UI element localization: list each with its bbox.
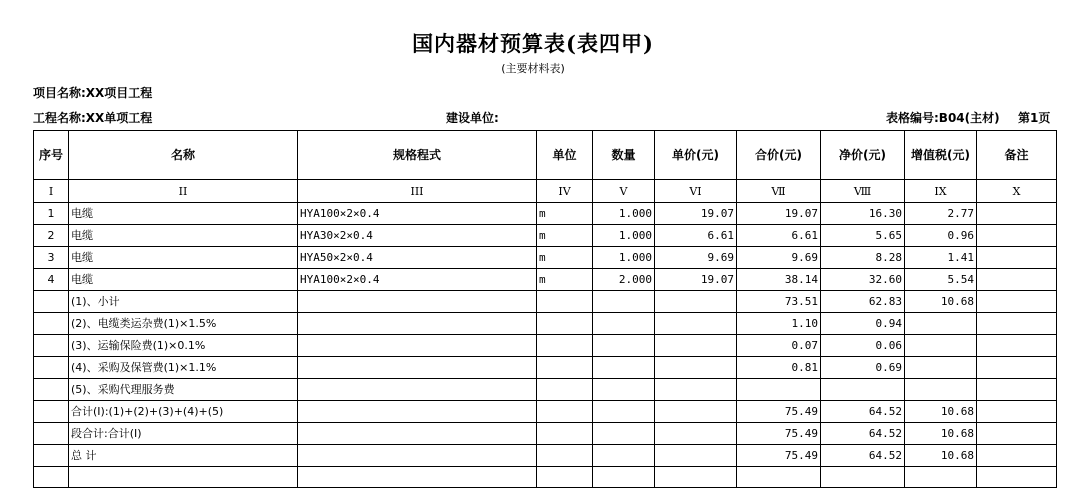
page-number: 第1页 [1018,111,1051,125]
row-number-cell [34,467,69,488]
unit-price-cell [655,313,737,335]
name-cell: 段合计:合计(I) [69,423,298,445]
total-price-cell: 1.10 [737,313,821,335]
budget-table [33,130,1057,488]
unit-cell [537,423,593,445]
spec-cell [298,445,537,467]
name-cell: (2)、电缆类运杂费(1)×1.5% [69,313,298,335]
row-number-cell [34,357,69,379]
table-row [34,445,1057,467]
unit-price-cell [655,423,737,445]
total-price-cell: 75.49 [737,423,821,445]
roman-cell: Ⅷ [821,180,905,203]
vat-cell: 1.41 [905,247,977,269]
table-row [34,379,1057,401]
spec-cell [298,423,537,445]
quantity-cell [593,423,655,445]
net-price-cell: 64.52 [821,423,905,445]
header-cell: 合价(元) [737,131,821,180]
header-cell: 备注 [977,131,1057,180]
total-price-cell: 0.07 [737,335,821,357]
vat-cell [905,335,977,357]
table-row [34,357,1057,379]
quantity-cell [593,379,655,401]
roman-cell: X [977,180,1057,203]
net-price-cell [821,379,905,401]
quantity-cell [593,357,655,379]
roman-cell: IX [905,180,977,203]
vat-cell [905,379,977,401]
name-cell: 电缆 [69,269,298,291]
total-price-cell: 73.51 [737,291,821,313]
header-row [34,131,1057,180]
spec-cell [298,335,537,357]
header-cell: 净价(元) [821,131,905,180]
roman-cell: Ⅶ [737,180,821,203]
roman-cell: III [298,180,537,203]
total-price-cell: 19.07 [737,203,821,225]
note-cell [977,401,1057,423]
total-price-cell: 75.49 [737,401,821,423]
note-cell [977,247,1057,269]
unit-price-cell: 19.07 [655,269,737,291]
vat-cell: 10.68 [905,401,977,423]
net-price-cell: 64.52 [821,401,905,423]
net-price-cell: 5.65 [821,225,905,247]
vat-cell [905,357,977,379]
name-cell: (1)、小计 [69,291,298,313]
note-cell [977,467,1057,488]
spec-cell [298,467,537,488]
unit-cell [537,357,593,379]
net-price-cell: 32.60 [821,269,905,291]
name-cell: 电缆 [69,203,298,225]
roman-cell: V [593,180,655,203]
quantity-cell: 1.000 [593,247,655,269]
unit-cell [537,379,593,401]
project-name: 项目名称:XX项目工程 [33,86,153,100]
table-body [34,203,1057,488]
name-cell: 电缆 [69,247,298,269]
quantity-cell [593,401,655,423]
name-cell: 合计(I):(1)+(2)+(3)+(4)+(5) [69,401,298,423]
note-cell [977,225,1057,247]
net-price-cell: 0.94 [821,313,905,335]
table-row [34,291,1057,313]
total-price-cell [737,379,821,401]
vat-cell: 2.77 [905,203,977,225]
unit-price-cell [655,445,737,467]
vat-cell: 5.54 [905,269,977,291]
net-price-cell [821,467,905,488]
name-cell: 总 计 [69,445,298,467]
name-cell: (5)、采购代理服务费 [69,379,298,401]
unit-cell: m [537,269,593,291]
header-cell: 规格程式 [298,131,537,180]
form-number: 表格编号:B04(主材) [886,111,1000,125]
total-price-cell: 0.81 [737,357,821,379]
spec-cell [298,357,537,379]
table-row [34,247,1057,269]
quantity-cell [593,335,655,357]
net-price-cell: 8.28 [821,247,905,269]
row-number-cell [34,423,69,445]
row-number-cell [34,379,69,401]
spec-cell [298,291,537,313]
table-row [34,269,1057,291]
quantity-cell [593,445,655,467]
total-price-cell: 6.61 [737,225,821,247]
total-price-cell: 9.69 [737,247,821,269]
vat-cell: 10.68 [905,445,977,467]
unit-price-cell: 6.61 [655,225,737,247]
unit-cell [537,291,593,313]
table-row [34,203,1057,225]
vat-cell: 10.68 [905,423,977,445]
unit-cell [537,313,593,335]
row-number-cell: 3 [34,247,69,269]
unit-price-cell: 19.07 [655,203,737,225]
row-number-cell [34,313,69,335]
note-cell [977,445,1057,467]
unit-price-cell [655,335,737,357]
spec-cell: HYA100×2×0.4 [298,203,537,225]
row-number-cell [34,291,69,313]
unit-cell [537,401,593,423]
note-cell [977,357,1057,379]
header-cell: 单价(元) [655,131,737,180]
table-row [34,335,1057,357]
note-cell [977,269,1057,291]
unit-cell: m [537,247,593,269]
roman-cell: II [69,180,298,203]
page-subtitle: (主要材料表) [501,62,565,75]
unit-price-cell [655,357,737,379]
unit-price-cell [655,379,737,401]
header-cell: 增值税(元) [905,131,977,180]
note-cell [977,313,1057,335]
unit-cell [537,445,593,467]
row-number-cell: 4 [34,269,69,291]
vat-cell: 0.96 [905,225,977,247]
construction-unit: 建设单位: [446,111,499,125]
header-cell: 名称 [69,131,298,180]
name-cell [69,467,298,488]
sub-project-name: 工程名称:XX单项工程 [33,111,153,125]
table-row [34,313,1057,335]
table-row [34,401,1057,423]
unit-cell [537,467,593,488]
net-price-cell: 16.30 [821,203,905,225]
net-price-cell: 0.06 [821,335,905,357]
row-number-cell [34,335,69,357]
row-number-cell: 1 [34,203,69,225]
unit-price-cell [655,467,737,488]
unit-price-cell: 9.69 [655,247,737,269]
page-title: 国内器材预算表(表四甲) [412,31,654,56]
unit-cell: m [537,203,593,225]
unit-cell: m [537,225,593,247]
net-price-cell: 64.52 [821,445,905,467]
name-cell: (3)、运输保险费(1)×0.1% [69,335,298,357]
row-number-cell [34,445,69,467]
net-price-cell: 62.83 [821,291,905,313]
header-cell: 单位 [537,131,593,180]
note-cell [977,203,1057,225]
spec-cell: HYA30×2×0.4 [298,225,537,247]
row-number-cell: 2 [34,225,69,247]
spec-cell: HYA50×2×0.4 [298,247,537,269]
note-cell [977,291,1057,313]
table-row [34,225,1057,247]
quantity-cell [593,467,655,488]
roman-numeral-row [34,180,1057,203]
quantity-cell [593,291,655,313]
spec-cell [298,313,537,335]
note-cell [977,423,1057,445]
quantity-cell: 1.000 [593,225,655,247]
row-number-cell [34,401,69,423]
unit-cell [537,335,593,357]
total-price-cell [737,467,821,488]
quantity-cell: 2.000 [593,269,655,291]
table-row [34,423,1057,445]
unit-price-cell [655,401,737,423]
note-cell [977,335,1057,357]
note-cell [977,379,1057,401]
header-cell: 数量 [593,131,655,180]
total-price-cell: 38.14 [737,269,821,291]
roman-cell: IV [537,180,593,203]
net-price-cell: 0.69 [821,357,905,379]
vat-cell [905,313,977,335]
unit-price-cell [655,291,737,313]
table-row [34,467,1057,488]
quantity-cell: 1.000 [593,203,655,225]
vat-cell [905,467,977,488]
name-cell: 电缆 [69,225,298,247]
total-price-cell: 75.49 [737,445,821,467]
header-cell: 序号 [34,131,69,180]
vat-cell: 10.68 [905,291,977,313]
spec-cell: HYA100×2×0.4 [298,269,537,291]
name-cell: (4)、采购及保管费(1)×1.1% [69,357,298,379]
spec-cell [298,379,537,401]
roman-cell: VI [655,180,737,203]
spec-cell [298,401,537,423]
roman-cell: I [34,180,69,203]
quantity-cell [593,313,655,335]
